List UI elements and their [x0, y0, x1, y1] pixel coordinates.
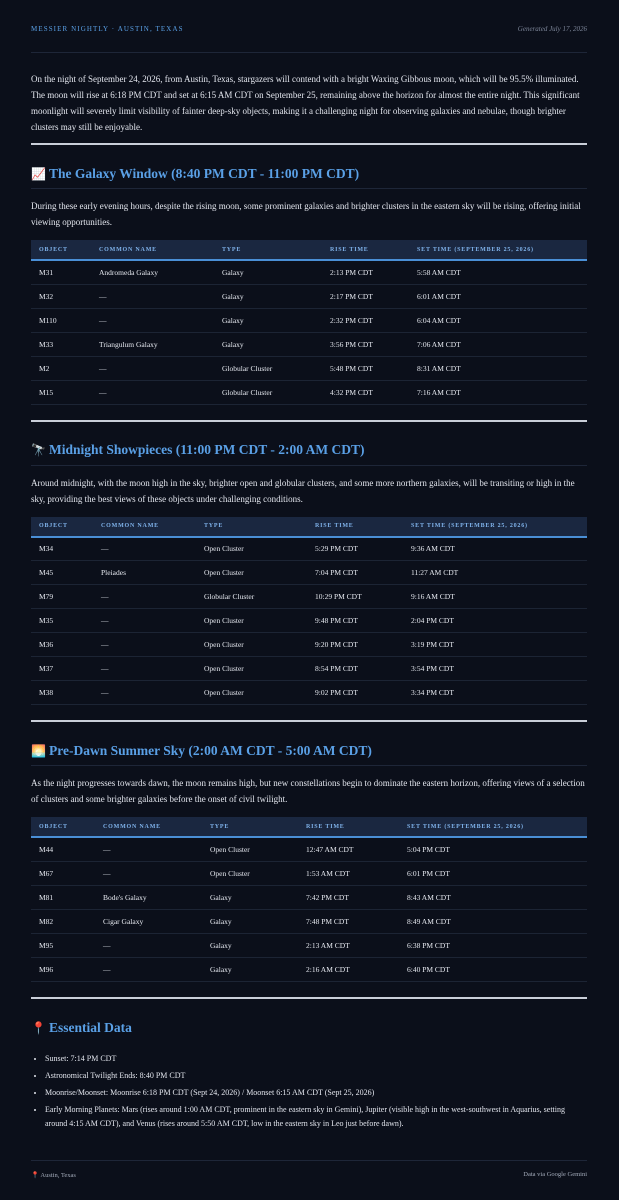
column-header: OBJECT: [39, 523, 68, 529]
table-row: [31, 933, 587, 957]
table-header-row: [31, 240, 587, 260]
table-cell: 2:17 PM CDT: [322, 284, 409, 308]
table-cell: M45: [31, 561, 93, 585]
section-heading: [31, 736, 587, 766]
table-cell: 7:06 AM CDT: [409, 332, 587, 356]
table-cell: Galaxy: [214, 308, 322, 332]
table-cell: M35: [31, 609, 93, 633]
chart-increasing-icon: 📈: [31, 166, 46, 181]
table-cell: Open Cluster: [202, 861, 298, 885]
column-header: OBJECT: [39, 823, 68, 830]
table-row: [31, 332, 587, 356]
list-item: • Moonrise/Moonset: Moonrise 6:18 PM CDT (Sept 24, 2026) / Moonset 6:15 AM CDT (Sept 25, 2026): [45, 1086, 587, 1100]
table-cell: 5:04 PM CDT: [399, 837, 587, 861]
table-cell: —: [91, 308, 214, 332]
section-description: Around midnight, with the moon high in the sky, brighter open and globular clusters, and some more northern galaxies, will be transiting or high in the sky, providing the best views of these objects under challenging conditions.: [31, 477, 575, 504]
table-cell: 8:54 PM CDT: [307, 657, 403, 681]
table-cell: 3:56 PM CDT: [322, 332, 409, 356]
table-cell: Bode's Galaxy: [95, 885, 202, 909]
table-cell: M38: [31, 681, 93, 705]
table-cell: Galaxy: [202, 933, 298, 957]
table-cell: 8:43 AM CDT: [399, 885, 587, 909]
table-cell: M110: [31, 308, 91, 332]
table-cell: Open Cluster: [196, 681, 307, 705]
table-cell: M37: [31, 657, 93, 681]
column-header: TYPE: [204, 523, 224, 529]
table-cell: —: [91, 356, 214, 380]
table-cell: M2: [31, 356, 91, 380]
table-cell: M34: [31, 537, 93, 561]
footer-location-text: Austin, Texas: [40, 1171, 76, 1179]
intro-paragraph: On the night of September 24, 2026, from Austin, Texas, stargazers will contend with a bright Waxing Gibbous moon, which will be 95.5% illuminated. The moon will rise at 6:18 PM CDT and set at 6:15 AM CDT on September 25, remaining above the horizon for almost the entire night. This significant moonlight will severely limit visibility of fainter deep-sky objects, making it a challenging night for observing galaxies and nebulae, though brighter clusters may still be enjoyable.: [31, 71, 587, 145]
table-row: [31, 537, 587, 561]
column-header: RISE TIME: [330, 246, 369, 253]
table-row: [31, 633, 587, 657]
table-row: [31, 681, 587, 705]
observing-section: [31, 736, 587, 999]
table-cell: Open Cluster: [202, 837, 298, 861]
table-cell: M82: [31, 909, 95, 933]
table-cell: 5:48 PM CDT: [322, 356, 409, 380]
table-cell: 2:13 AM CDT: [298, 933, 399, 957]
table-cell: —: [95, 933, 202, 957]
sections-container: [31, 159, 587, 999]
table-cell: 8:49 AM CDT: [399, 909, 587, 933]
table-cell: 9:48 PM CDT: [307, 609, 403, 633]
objects-table: [31, 240, 587, 405]
observing-section: [31, 159, 587, 422]
observing-section: [31, 436, 587, 723]
table-cell: Open Cluster: [196, 609, 307, 633]
column-header: COMMON NAME: [99, 246, 157, 253]
pin-icon: 📍: [31, 1020, 46, 1035]
table-cell: Galaxy: [214, 332, 322, 356]
table-cell: M36: [31, 633, 93, 657]
table-cell: —: [93, 681, 196, 705]
table-cell: 1:53 AM CDT: [298, 861, 399, 885]
table-cell: —: [95, 861, 202, 885]
section-heading: [31, 436, 587, 466]
table-cell: Galaxy: [202, 957, 298, 981]
table-row: [31, 260, 587, 284]
table-cell: 9:20 PM CDT: [307, 633, 403, 657]
section-title: The Galaxy Window (8:40 PM CDT - 11:00 PM CDT): [49, 165, 360, 181]
table-cell: —: [93, 633, 196, 657]
table-cell: 2:04 PM CDT: [403, 609, 587, 633]
table-cell: 6:01 AM CDT: [409, 284, 587, 308]
table-cell: Open Cluster: [196, 657, 307, 681]
sunrise-icon: 🌅: [31, 743, 46, 758]
footer-location: [31, 1171, 76, 1179]
section-title: Midnight Showpieces (11:00 PM CDT - 2:00 AM CDT): [49, 442, 365, 457]
table-cell: 7:16 AM CDT: [409, 380, 587, 404]
table-cell: Galaxy: [214, 284, 322, 308]
table-row: [31, 284, 587, 308]
table-cell: 3:34 PM CDT: [403, 681, 587, 705]
table-row: [31, 909, 587, 933]
footer-credit: Data via Google Gemini: [523, 1171, 587, 1178]
table-cell: M44: [31, 837, 95, 861]
table-cell: M81: [31, 885, 95, 909]
table-cell: —: [93, 657, 196, 681]
table-cell: Andromeda Galaxy: [91, 260, 214, 284]
table-row: [31, 609, 587, 633]
table-row: [31, 861, 587, 885]
table-cell: —: [95, 957, 202, 981]
table-cell: Galaxy: [202, 885, 298, 909]
table-cell: Pleiades: [93, 561, 196, 585]
table-cell: M67: [31, 861, 95, 885]
table-cell: Galaxy: [202, 909, 298, 933]
column-header: SET TIME (SEPTEMBER 25, 2026): [417, 246, 534, 253]
table-cell: M79: [31, 585, 93, 609]
table-cell: 3:54 PM CDT: [403, 657, 587, 681]
table-cell: 7:42 PM CDT: [298, 885, 399, 909]
table-row: [31, 561, 587, 585]
section-title: Pre-Dawn Summer Sky (2:00 AM CDT - 5:00 AM CDT): [49, 742, 372, 758]
table-cell: —: [93, 585, 196, 609]
table-cell: —: [91, 284, 214, 308]
table-cell: M96: [31, 957, 95, 981]
table-cell: 2:13 PM CDT: [322, 260, 409, 284]
table-row: [31, 957, 587, 981]
column-header: SET TIME (SEPTEMBER 25, 2026): [411, 523, 528, 529]
table-row: [31, 380, 587, 404]
table-cell: Globular Cluster: [214, 380, 322, 404]
table-cell: 6:38 PM CDT: [399, 933, 587, 957]
table-cell: Cigar Galaxy: [95, 909, 202, 933]
table-cell: 12:47 AM CDT: [298, 837, 399, 861]
column-header: COMMON NAME: [103, 823, 161, 830]
table-cell: —: [91, 380, 214, 404]
table-cell: 2:16 AM CDT: [298, 957, 399, 981]
table-cell: 10:29 PM CDT: [307, 585, 403, 609]
table-cell: —: [93, 537, 196, 561]
table-cell: 8:31 AM CDT: [409, 356, 587, 380]
table-row: [31, 885, 587, 909]
table-cell: 5:29 PM CDT: [307, 537, 403, 561]
table-cell: —: [93, 609, 196, 633]
list-item: • Sunset: 7:14 PM CDT: [45, 1052, 587, 1066]
telescope-icon: 🔭: [31, 443, 46, 457]
table-row: [31, 837, 587, 861]
column-header: SET TIME (SEPTEMBER 25, 2026): [407, 823, 524, 830]
objects-table: [31, 517, 587, 706]
table-cell: 7:04 PM CDT: [307, 561, 403, 585]
list-item: • Astronomical Twilight Ends: 8:40 PM CDT: [45, 1069, 587, 1083]
essential-heading: [31, 1013, 587, 1043]
column-header: COMMON NAME: [101, 523, 159, 529]
list-item: • Early Morning Planets: Mars (rises around 1:00 AM CDT, prominent in the eastern sky in Gemini), Jupiter (visible high in the west-southwest in Aquarius, setting around 4:15 AM CDT), and Venus (rises around 5:50 AM CDT, low in the eastern sky in Leo just before dawn).: [45, 1103, 587, 1131]
table-cell: 11:27 AM CDT: [403, 561, 587, 585]
essential-list: [31, 1052, 587, 1131]
table-row: [31, 657, 587, 681]
table-cell: M95: [31, 933, 95, 957]
table-cell: Globular Cluster: [196, 585, 307, 609]
column-header: RISE TIME: [306, 823, 345, 830]
table-cell: Galaxy: [214, 260, 322, 284]
section-description: During these early evening hours, despite the rising moon, some prominent galaxies and brighter clusters in the eastern sky will be rising, offering initial viewing opportunities.: [31, 201, 581, 227]
table-cell: 9:16 AM CDT: [403, 585, 587, 609]
table-cell: Globular Cluster: [214, 356, 322, 380]
table-row: [31, 356, 587, 380]
footer: [31, 1161, 587, 1189]
table-row: [31, 308, 587, 332]
table-cell: 3:19 PM CDT: [403, 633, 587, 657]
table-cell: M31: [31, 260, 91, 284]
table-cell: 7:48 PM CDT: [298, 909, 399, 933]
objects-table: [31, 817, 587, 982]
column-header: TYPE: [222, 246, 242, 253]
table-cell: 2:32 PM CDT: [322, 308, 409, 332]
essential-title: Essential Data: [49, 1019, 132, 1035]
table-cell: Open Cluster: [196, 633, 307, 657]
table-cell: M32: [31, 284, 91, 308]
table-cell: 6:04 AM CDT: [409, 308, 587, 332]
generated-date: Generated July 17, 2026: [517, 25, 587, 33]
table-cell: M15: [31, 380, 91, 404]
table-header-row: [31, 817, 587, 837]
column-header: OBJECT: [39, 246, 68, 253]
page: [31, 0, 587, 1189]
section-heading: [31, 159, 587, 189]
table-cell: —: [95, 837, 202, 861]
column-header: TYPE: [210, 823, 230, 830]
table-cell: M33: [31, 332, 91, 356]
table-cell: 5:58 AM CDT: [409, 260, 587, 284]
header: [31, 0, 587, 53]
table-row: [31, 585, 587, 609]
brand-title: MESSIER NIGHTLY · AUSTIN, TEXAS: [31, 25, 184, 33]
column-header: RISE TIME: [315, 523, 354, 529]
section-description: As the night progresses towards dawn, the moon remains high, but new constellations begin to dominate the eastern horizon, offering views of a selection of clusters and some brighter galaxies before the onset of civil twilight.: [31, 778, 585, 804]
essential-data-section: [31, 1013, 587, 1161]
table-cell: 9:02 PM CDT: [307, 681, 403, 705]
table-header-row: [31, 517, 587, 537]
table-cell: Open Cluster: [196, 537, 307, 561]
table-cell: 9:36 AM CDT: [403, 537, 587, 561]
table-cell: Open Cluster: [196, 561, 307, 585]
table-cell: 6:01 PM CDT: [399, 861, 587, 885]
table-cell: Triangulum Galaxy: [91, 332, 214, 356]
footer-pin-icon: 📍: [31, 1171, 40, 1179]
table-cell: 4:32 PM CDT: [322, 380, 409, 404]
table-cell: 6:40 PM CDT: [399, 957, 587, 981]
